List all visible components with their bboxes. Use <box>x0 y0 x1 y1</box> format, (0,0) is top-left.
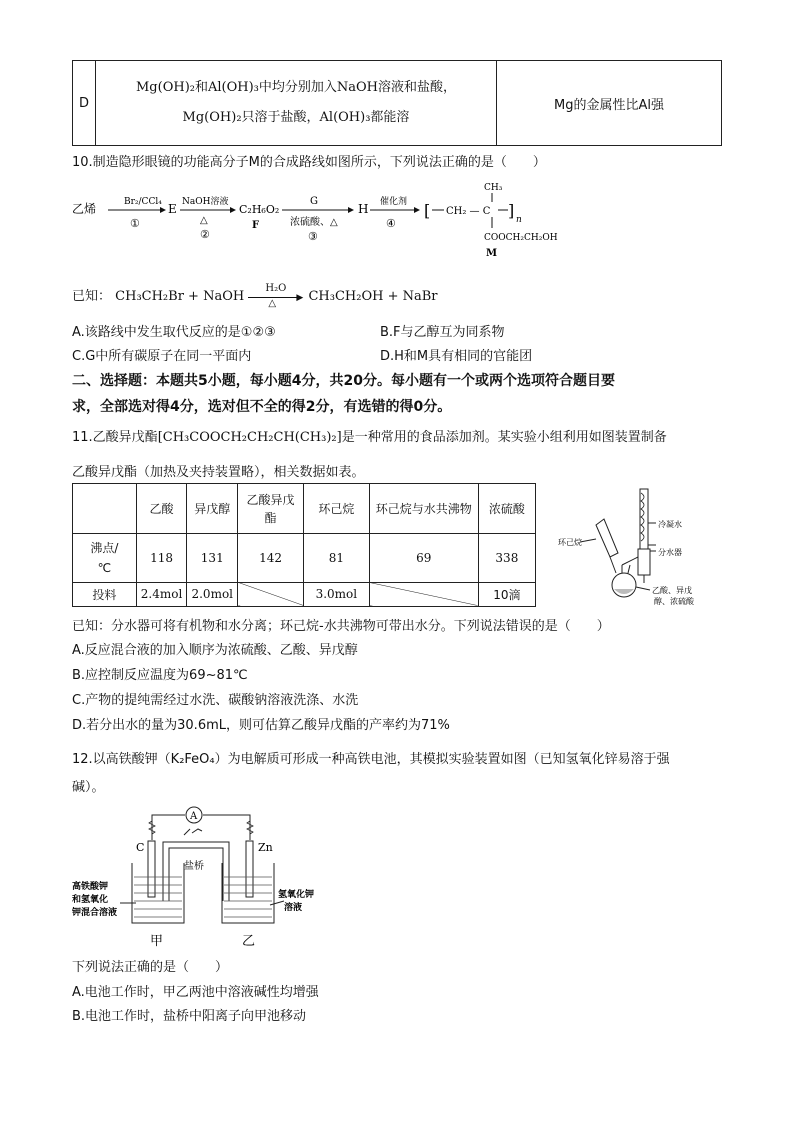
route-E: E <box>168 202 177 216</box>
table-feed-2: 2.0mol <box>187 582 238 606</box>
route-r3-num: ③ <box>308 230 318 243</box>
label-cyclohexane: 环己烷 <box>558 538 582 547</box>
label-flask-2: 醇、浓硫酸 <box>654 597 694 606</box>
route-r2-num: ② <box>200 228 210 241</box>
q10-known-right: CH₃CH₂OH + NaBr <box>308 289 438 304</box>
label-separator: 分水器 <box>658 548 682 557</box>
table-header-3: 乙酸异戊酯 <box>238 484 304 534</box>
q11-stem1-a: 11.乙酸异戊酯 <box>72 430 158 445</box>
q11-known: 已知：分水器可将有机物和水分离；环己烷-水共沸物可带出水分。下列说法错误的是（ ） <box>72 619 610 634</box>
table-feed-4: 3.0mol <box>303 582 369 606</box>
left-solution-label-2: 和氢氧化 <box>72 895 109 905</box>
electrode-c <box>148 841 155 897</box>
polymer-ch3: CH₃ <box>484 183 503 193</box>
table-header-2: 异戊醇 <box>187 484 238 534</box>
q10-stem: 10.制造隐形眼镜的功能高分子M的合成路线如图所示，下列说法正确的是（ ） <box>72 155 546 170</box>
q11-option-d: D.若分出水的量为30.6mL，则可估算乙酸异戊酯的产率约为71% <box>72 718 450 733</box>
q10-known-left: CH₃CH₂Br + NaOH <box>115 289 245 304</box>
route-r4-num: ④ <box>386 217 396 230</box>
table-bp-6: 338 <box>478 534 535 582</box>
route-arrowhead-1 <box>160 207 166 213</box>
route-r1-num: ① <box>130 217 140 230</box>
right-solution-label-2: 溶液 <box>284 903 303 913</box>
table-bp-1: 118 <box>136 534 187 582</box>
q11-option-b: B.应控制反应温度为69~81℃ <box>72 668 248 683</box>
section2-line2: 求，全部选对得4分，选对但不全的得2分，有选错的得0分。 <box>72 399 452 415</box>
q11-stem1 <box>72 426 667 445</box>
q12-option-a: A.电池工作时，甲乙两池中溶液碱性均增强 <box>72 985 319 1000</box>
route-arrowhead-4 <box>414 207 420 213</box>
q10-known-cond-top: H₂O <box>265 282 287 294</box>
table-header-0 <box>73 484 137 534</box>
electrode-zn <box>246 841 253 897</box>
q11-stem2: 乙酸异戊酯（加热及夹持装置略），相关数据如表。 <box>72 465 365 480</box>
switch-icon <box>184 829 202 835</box>
q10-known <box>72 282 438 309</box>
route-r2-mid: △ <box>200 215 208 226</box>
left-solution-label-1: 高铁酸钾 <box>72 882 109 892</box>
row-d-label: D <box>73 61 96 146</box>
table-header-1: 乙酸 <box>136 484 187 534</box>
salt-bridge-label: 盐桥 <box>184 861 204 872</box>
table-bp-5: 69 <box>369 534 478 582</box>
route-r3-top: G <box>310 196 318 207</box>
row-d-table <box>72 60 722 146</box>
q11-formula: [CH₃COOCH₂CH₂CH(CH₃)₂] <box>157 430 342 445</box>
route-r3-mid: 浓硫酸、△ <box>290 217 338 228</box>
table-feed-3-empty <box>238 582 304 606</box>
q10-option-d: D.H和M具有相同的官能团 <box>380 349 533 364</box>
q10-known-cond-bot: △ <box>268 297 277 309</box>
route-arrowhead-2 <box>230 207 236 213</box>
route-F: F <box>252 220 260 231</box>
route-start: 乙烯 <box>72 202 97 216</box>
polymer-side: COOCH₂CH₂OH <box>484 233 558 243</box>
table-feed-6: 10滴 <box>478 582 535 606</box>
table-feed-1: 2.4mol <box>136 582 187 606</box>
row-d-line2: Mg(OH)₂只溶于盐酸，Al(OH)₃都能溶 <box>182 110 410 125</box>
salt-bridge <box>166 845 226 901</box>
row-d-conclusion: Mg的金属性比Al强 <box>497 61 722 146</box>
q11-option-a: A.反应混合液的加入顺序为浓硫酸、乙酸、异戊醇 <box>72 643 358 658</box>
wire-right <box>203 815 250 840</box>
q10-option-b: B.F与乙醇互为同系物 <box>380 325 505 340</box>
q12-stem2: 碱）。 <box>72 780 105 795</box>
q12-ask: 下列说法正确的是（ ） <box>72 960 229 975</box>
table-bp-4: 81 <box>303 534 369 582</box>
table-feed-label: 投料 <box>73 582 137 606</box>
left-solution-label-3: 钾混合溶液 <box>72 908 118 918</box>
table-feed-5-empty <box>369 582 478 606</box>
route-r4-top: 催化剂 <box>380 197 408 207</box>
q11-data-table <box>72 483 536 607</box>
q10-route-diagram <box>72 172 602 264</box>
polymer-n: n <box>516 215 522 225</box>
route-r1-top: Br₂/CCl₄ <box>124 197 162 207</box>
q11-apparatus-diagram <box>552 487 732 609</box>
route-F-formula: C₂H₆O₂ <box>239 203 280 216</box>
electrode-c-label: C <box>136 841 145 854</box>
cell-left-label: 甲 <box>150 934 164 949</box>
table-bp-label: 沸点/℃ <box>73 534 137 582</box>
q10-known-arrow: H₂O ▶ △ <box>248 290 304 304</box>
label-cooling: 冷凝水 <box>658 520 682 529</box>
route-arrowhead-3 <box>348 207 354 213</box>
polymer-M: M <box>486 248 498 259</box>
q10-option-c: C.G中所有碳原子在同一平面内 <box>72 349 252 364</box>
row-d-line1: Mg(OH)₂和Al(OH)₃中均分别加入NaOH溶液和盐酸， <box>136 80 456 95</box>
q10-option-a: A.该路线中发生取代反应的是①②③ <box>72 325 276 340</box>
table-bp-2: 131 <box>187 534 238 582</box>
section2-line1: 二、选择题：本题共5小题，每小题4分，共20分。每小题有一个或两个选项符合题目要 <box>72 373 615 389</box>
table-header-5: 环己烷与水共沸物 <box>369 484 478 534</box>
cell-right-label: 乙 <box>242 934 256 949</box>
solution-left <box>134 877 182 917</box>
right-solution-label-1: 氢氧化钾 <box>278 890 315 900</box>
polymer-bracket-left: [ <box>424 201 431 220</box>
q11-option-c: C.产物的提纯需经过水洗、碳酸钠溶液洗涤、水洗 <box>72 693 359 708</box>
table-header-6: 浓硫酸 <box>478 484 535 534</box>
q10-known-prefix: 已知： <box>72 289 112 304</box>
q12-cell-diagram <box>72 805 342 950</box>
q11-stem1-b: 是一种常用的食品添加剂。某实验小组利用如图装置制备 <box>341 430 667 445</box>
q12-option-b: B.电池工作时，盐桥中阳离子向甲池移动 <box>72 1009 307 1024</box>
ammeter-label: A <box>190 811 198 822</box>
electrode-zn-label: Zn <box>258 841 273 854</box>
q12-stem1: 12.以高铁酸钾（K₂FeO₄）为电解质可形成一种高铁电池，其模拟实验装置如图（已知氢氧化锌易溶于强 <box>72 752 670 767</box>
wire-left <box>152 815 185 840</box>
polymer-bracket-right: ] <box>508 201 515 220</box>
table-header-4: 环己烷 <box>303 484 369 534</box>
label-flask-1: 乙酸、异戊 <box>652 586 692 595</box>
polymer-chain: CH₂ — C <box>446 206 491 217</box>
route-r2-top: NaOH溶液 <box>182 197 229 207</box>
dropping-funnel <box>596 519 618 557</box>
water-separator <box>638 549 650 575</box>
table-bp-3: 142 <box>238 534 304 582</box>
route-H: H <box>358 202 369 216</box>
